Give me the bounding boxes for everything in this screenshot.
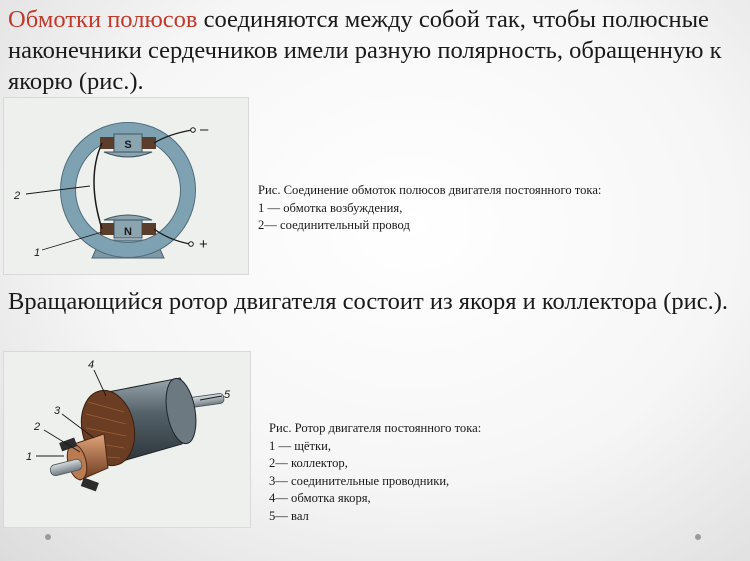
intro-text: соединяются между собой так, чтобы полюсные наконечники сердечников имели разную полярность, обращенную к якорю (рис.). <box>8 6 722 95</box>
decorative-dot-left <box>45 534 51 540</box>
winding-s-left <box>100 137 114 149</box>
terminal-plus: + <box>199 236 208 253</box>
callout-3: 3 <box>54 405 61 417</box>
caption-line: 2— коллектор, <box>269 456 348 470</box>
caption-line: Рис. Соединение обмоток полюсов двигателя постоянного тока: <box>258 183 602 197</box>
decorative-dot-right <box>695 534 701 540</box>
figure1-caption <box>258 182 601 235</box>
intro-paragraph <box>8 4 743 97</box>
winding-n-left <box>100 223 114 235</box>
pole-label-s: S <box>124 139 132 151</box>
caption-line: Рис. Ротор двигателя постоянного тока: <box>269 421 482 435</box>
winding-n-right <box>142 223 156 235</box>
callout-5: 5 <box>224 389 231 401</box>
rotor-diagram <box>4 352 250 527</box>
callout-2: 2 <box>14 190 21 202</box>
caption-line: 1 — щётки, <box>269 438 331 453</box>
pole-label-n: N <box>124 226 132 238</box>
brush-bottom <box>81 478 99 492</box>
callout-1: 1 <box>26 451 33 463</box>
figure-rotor <box>4 352 250 527</box>
callout-4: 4 <box>88 359 95 371</box>
rotor-heading: Вращающийся ротор двигателя состоит из якоря и коллектора (рис.). <box>8 288 729 315</box>
pole-windings-diagram <box>4 98 248 274</box>
caption-line: 3— соединительные проводники, <box>269 473 450 488</box>
callout-1: 1 <box>34 247 41 259</box>
caption-line: 2— соединительный провод <box>258 218 410 232</box>
caption-line: 1 — обмотка возбуждения, <box>258 200 403 215</box>
pole-shoe-s <box>104 152 152 157</box>
connecting-wire <box>94 143 102 229</box>
pole-shoe-n <box>104 215 152 220</box>
winding-s-right <box>142 137 156 149</box>
intro-highlight: Обмотки полюсов <box>8 6 198 33</box>
caption-line: 4— обмотка якоря, <box>269 491 371 505</box>
terminal-minus: – <box>200 121 209 138</box>
figure2-caption <box>269 420 481 525</box>
figure-pole-windings <box>4 98 248 274</box>
callout-2: 2 <box>34 421 41 433</box>
caption-line: 5— вал <box>269 508 309 523</box>
